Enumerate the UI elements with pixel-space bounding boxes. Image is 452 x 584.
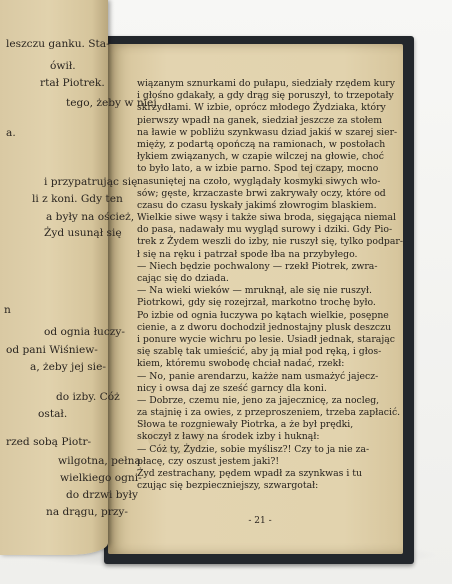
- text-line: łykiem związanych, w czapie wilczej na głowie, choć: [137, 151, 384, 163]
- page-number: - 21 -: [248, 516, 272, 526]
- text-line: na drągu, przy-: [46, 506, 128, 518]
- text-line: — Na wieki wieków — mruknął, ale się nie ruszył.: [137, 285, 372, 297]
- text-line: i przypatrując się: [44, 176, 138, 188]
- text-line: Po izbie od ognia łuczywa po kątach wielkie, posępne: [137, 309, 389, 321]
- text-line: Słowa te rozgniewały Piotrka, a że był prędki,: [137, 419, 354, 431]
- text-line: Piotrkowi, gdy się rozejrzał, markotno trochę było.: [137, 297, 376, 309]
- text-line: — No, panie arendarzu, każże nam usmażyć jajecz-: [137, 370, 379, 382]
- text-line: tego, żeby w niej: [66, 97, 157, 109]
- text-line: to było lato, a w izbie parno. Spod tej czapy, mocno: [137, 163, 379, 175]
- text-line: czasu do czasu łyskały jakimś złowrogim blaskiem.: [137, 199, 377, 211]
- text-line: kiem, któremu swobodę chciał nadać, rzekł:: [137, 358, 345, 370]
- text-line: do drzwi były: [66, 489, 138, 501]
- text-line: skrzydłami. W izbie, oprócz młodego Żydziaka, który: [137, 102, 386, 114]
- text-line: — Dobrze, czemu nie, jeno za jajecznicę, za nocleg,: [137, 394, 380, 406]
- text-line: sów; gęste, krzaczaste brwi zakrywały oczy, które od: [137, 187, 386, 199]
- text-line: i głośno gdakały, a gdy drąg się poruszył, to trzepotały: [137, 90, 394, 102]
- text-line: od ognia łuczy-: [44, 326, 125, 338]
- text-line: leszczu ganku. Sta-: [6, 38, 110, 50]
- text-line: do pasa, nadawały mu wygląd surowy i dziki. Gdy Pio-: [137, 224, 393, 236]
- text-line: ł się na ręku i patrzał spode łba na przybyłego.: [137, 248, 358, 260]
- text-line: płacę, czy oszust jestem jaki?!: [137, 455, 280, 467]
- text-line: Żyd zestrachany, pędem wpadł za szynkwas i tu: [137, 468, 363, 479]
- text-line: trek z Żydem weszli do izby, nie ruszył się, tylko podpar-: [137, 236, 403, 248]
- text-line: Wielkie siwe wąsy i także siwa broda, sięgająca niemal: [137, 212, 397, 224]
- text-line: i ponure wycie wichru po lesie. Usiadł jednak, starając: [137, 333, 395, 345]
- text-line: a.: [6, 127, 16, 139]
- text-line: wilgotna, pełna: [58, 455, 141, 467]
- left-page: [0, 0, 157, 555]
- text-line: — Cóż ty, Żydzie, sobie myślisz?! Czy to ja nie za-: [137, 443, 370, 455]
- text-line: a były na oścież,: [46, 211, 135, 223]
- text-line: Żyd usunął się: [44, 227, 122, 239]
- text-line: wiązanym sznurkami do pułapu, siedziały rzędem kury: [137, 78, 396, 89]
- text-line: — Niech będzie pochwalony — rzekł Piotrek, zwra-: [137, 260, 378, 272]
- text-line: pierwszy wpadł na ganek, siedział jeszcze za stołem: [137, 114, 383, 126]
- text-line: li z koni. Gdy ten: [32, 193, 123, 205]
- text-line: n: [4, 304, 11, 316]
- text-line: się szablę tak umieścić, aby ją miał pod ręką, i głos-: [137, 346, 382, 358]
- text-line: od pani Wiśniew-: [6, 344, 98, 356]
- text-line: nasuniętej na czoło, wyglądały kosmyki siwych wło-: [137, 175, 381, 187]
- text-line: czując się bezpieczniejszy, szwargotał:: [137, 480, 319, 492]
- text-line: za stajnię i za owies, z przeproszeniem, trzeba zapłacić.: [137, 407, 401, 419]
- text-line: ówił.: [50, 60, 76, 72]
- text-line: na ławie w pobliżu szynkwasu dziad jakiś w szarej sier-: [137, 126, 398, 138]
- text-line: rtał Piotrek.: [40, 77, 105, 89]
- text-line: cając się do dziada.: [137, 273, 229, 284]
- text-line: ostał.: [38, 408, 68, 420]
- text-line: cienie, a z dworu dochodził jednostajny plusk deszczu: [137, 321, 391, 333]
- text-line: rzed sobą Piotr-: [6, 436, 92, 448]
- text-line: mięży, z podartą opończą na ramionach, w postołach: [137, 138, 386, 150]
- right-page-text: [137, 78, 403, 492]
- text-line: do izby. Cóż: [56, 391, 120, 403]
- text-line: nicy i owsa daj ze sześć garncy dla koni.: [137, 382, 327, 394]
- text-line: a, żeby jej sie-: [30, 361, 106, 373]
- text-line: skoczył z ławy na środek izby i huknął:: [137, 431, 320, 443]
- text-line: wielkiego ogni-: [60, 472, 142, 484]
